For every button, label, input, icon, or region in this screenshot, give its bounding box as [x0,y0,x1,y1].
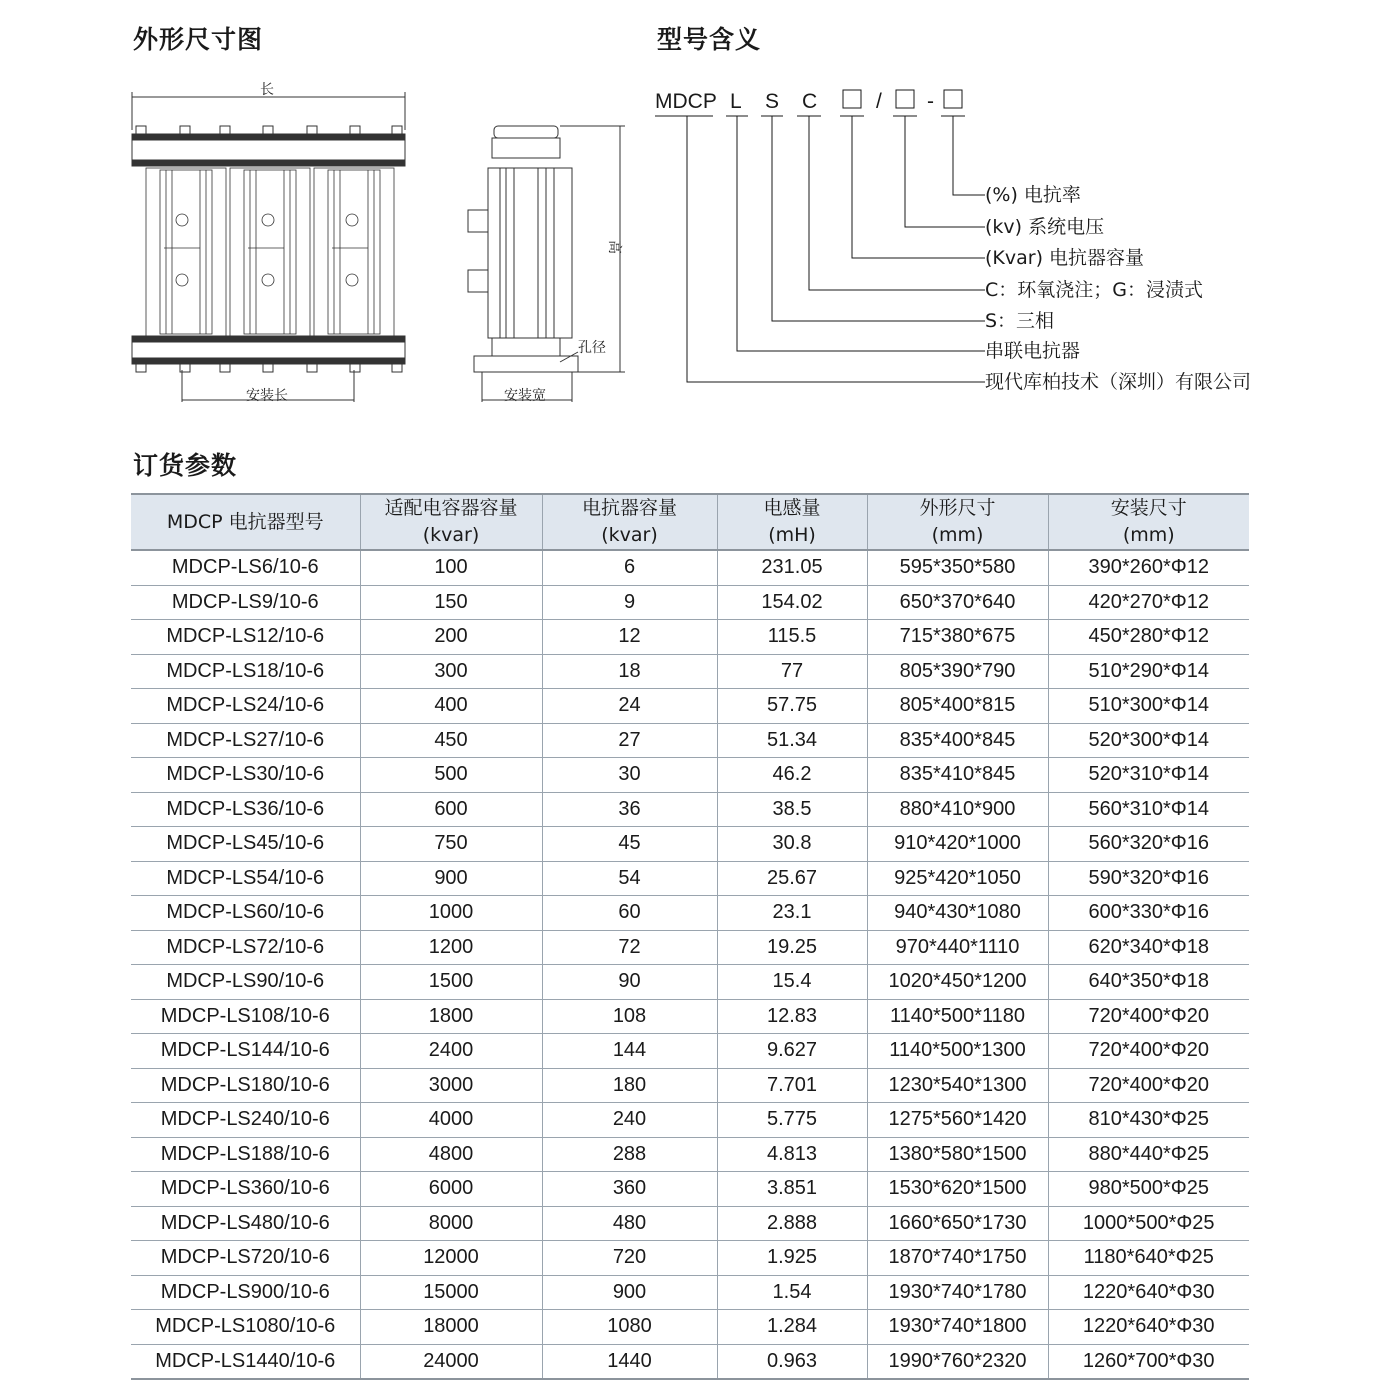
cell-outline-size: 835*400*845 [867,723,1048,758]
legend-manufacturer: 现代库柏技术（深圳）有限公司 [985,371,1252,393]
code-part-s: S [765,90,780,113]
cell-inductance: 25.67 [717,861,867,896]
outline-drawing [120,70,640,410]
cell-capacitor-capacity: 200 [360,620,542,655]
code-parts [655,90,962,113]
cell-install-size: 560*320*Φ16 [1048,827,1249,862]
cell-inductance: 1.925 [717,1241,867,1276]
legend-reactance-rate: (%) 电抗率 [985,184,1081,206]
cell-outline-size: 715*380*675 [867,620,1048,655]
table-row [131,1034,1249,1069]
front-view [132,82,405,404]
cell-install-size: 600*330*Φ16 [1048,896,1249,931]
cell-reactor-capacity: 12 [542,620,717,655]
side-view [468,126,625,404]
model-code-diagram [640,70,1300,410]
cell-outline-size: 1660*650*1730 [867,1206,1048,1241]
cell-reactor-capacity: 24 [542,689,717,724]
cell-outline-size: 1275*560*1420 [867,1103,1048,1138]
length-label: 长 [260,82,274,98]
table-body [131,550,1249,1379]
cell-inductance: 1.284 [717,1310,867,1345]
cell-model: MDCP-LS45/10-6 [131,827,360,862]
cell-reactor-capacity: 6 [542,550,717,585]
cell-reactor-capacity: 54 [542,861,717,896]
code-part-c: C [802,90,818,113]
cell-install-size: 1220*640*Φ30 [1048,1275,1249,1310]
cell-model: MDCP-LS1080/10-6 [131,1310,360,1345]
cell-capacitor-capacity: 24000 [360,1344,542,1379]
cell-inductance: 5.775 [717,1103,867,1138]
height-label: 高 [606,240,622,254]
cell-install-size: 720*400*Φ20 [1048,999,1249,1034]
cell-capacitor-capacity: 4800 [360,1137,542,1172]
cell-model: MDCP-LS90/10-6 [131,965,360,1000]
code-part-l: L [730,90,742,113]
cell-model: MDCP-LS60/10-6 [131,896,360,931]
table-row [131,620,1249,655]
cell-model: MDCP-LS188/10-6 [131,1137,360,1172]
cell-capacitor-capacity: 15000 [360,1275,542,1310]
cell-capacitor-capacity: 18000 [360,1310,542,1345]
cell-install-size: 560*310*Φ14 [1048,792,1249,827]
cell-inductance: 46.2 [717,758,867,793]
cell-model: MDCP-LS1440/10-6 [131,1344,360,1379]
cell-reactor-capacity: 480 [542,1206,717,1241]
cell-capacitor-capacity: 1500 [360,965,542,1000]
cell-reactor-capacity: 60 [542,896,717,931]
cell-reactor-capacity: 360 [542,1172,717,1207]
cell-reactor-capacity: 9 [542,585,717,620]
cell-model: MDCP-LS720/10-6 [131,1241,360,1276]
cell-install-size: 1000*500*Φ25 [1048,1206,1249,1241]
cell-install-size: 1220*640*Φ30 [1048,1310,1249,1345]
cell-inductance: 7.701 [717,1068,867,1103]
cell-outline-size: 650*370*640 [867,585,1048,620]
cell-outline-size: 805*390*790 [867,654,1048,689]
cell-outline-size: 1380*580*1500 [867,1137,1048,1172]
cell-install-size: 720*400*Φ20 [1048,1034,1249,1069]
cell-model: MDCP-LS480/10-6 [131,1206,360,1241]
cell-reactor-capacity: 144 [542,1034,717,1069]
placeholder-box-capacity [843,90,861,108]
cell-outline-size: 970*440*1110 [867,930,1048,965]
cell-install-size: 1180*640*Φ25 [1048,1241,1249,1276]
code-legend [985,184,1251,393]
cell-outline-size: 595*350*580 [867,550,1048,585]
header-reactor-capacity: 电抗器容量 (kvar) [542,494,717,550]
cell-outline-size: 1230*540*1300 [867,1068,1048,1103]
code-leader-lines [655,116,985,382]
cell-model: MDCP-LS180/10-6 [131,1068,360,1103]
hole-label: 孔径 [578,340,606,356]
cell-inductance: 12.83 [717,999,867,1034]
cell-inductance: 4.813 [717,1137,867,1172]
cell-reactor-capacity: 36 [542,792,717,827]
table-row [131,654,1249,689]
cell-install-size: 520*300*Φ14 [1048,723,1249,758]
cell-capacitor-capacity: 500 [360,758,542,793]
cell-install-size: 880*440*Φ25 [1048,1137,1249,1172]
cell-inductance: 19.25 [717,930,867,965]
table-row [131,1137,1249,1172]
cell-inductance: 77 [717,654,867,689]
cell-install-size: 450*280*Φ12 [1048,620,1249,655]
cell-capacitor-capacity: 3000 [360,1068,542,1103]
cell-capacitor-capacity: 750 [360,827,542,862]
cell-reactor-capacity: 72 [542,930,717,965]
cell-reactor-capacity: 900 [542,1275,717,1310]
table-row [131,723,1249,758]
cell-model: MDCP-LS6/10-6 [131,550,360,585]
cell-capacitor-capacity: 4000 [360,1103,542,1138]
table-row [131,550,1249,585]
legend-insulation-type: C：环氧浇注；G：浸渍式 [985,279,1203,301]
cell-outline-size: 925*420*1050 [867,861,1048,896]
cell-model: MDCP-LS9/10-6 [131,585,360,620]
cell-reactor-capacity: 45 [542,827,717,862]
cell-capacitor-capacity: 600 [360,792,542,827]
table-row [131,689,1249,724]
cell-install-size: 520*310*Φ14 [1048,758,1249,793]
cell-install-size: 390*260*Φ12 [1048,550,1249,585]
cell-inductance: 1.54 [717,1275,867,1310]
cell-reactor-capacity: 30 [542,758,717,793]
cell-model: MDCP-LS54/10-6 [131,861,360,896]
cell-inductance: 30.8 [717,827,867,862]
cell-inductance: 23.1 [717,896,867,931]
cell-outline-size: 1140*500*1180 [867,999,1048,1034]
cell-model: MDCP-LS240/10-6 [131,1103,360,1138]
cell-inductance: 38.5 [717,792,867,827]
cell-install-size: 810*430*Φ25 [1048,1103,1249,1138]
cell-reactor-capacity: 288 [542,1137,717,1172]
table-row [131,758,1249,793]
placeholder-box-voltage [896,90,914,108]
cell-capacitor-capacity: 900 [360,861,542,896]
table-header-row [131,494,1249,550]
legend-three-phase: S：三相 [985,310,1055,332]
cell-model: MDCP-LS12/10-6 [131,620,360,655]
header-install-size: 安装尺寸 (mm) [1048,494,1249,550]
cell-model: MDCP-LS30/10-6 [131,758,360,793]
cell-install-size: 510*300*Φ14 [1048,689,1249,724]
table-row [131,930,1249,965]
cell-model: MDCP-LS36/10-6 [131,792,360,827]
code-part-mdcp: MDCP [655,90,717,113]
cell-model: MDCP-LS18/10-6 [131,654,360,689]
table-row [131,585,1249,620]
cell-capacitor-capacity: 100 [360,550,542,585]
table-row [131,1206,1249,1241]
cell-inductance: 2.888 [717,1206,867,1241]
header-inductance: 电感量 (mH) [717,494,867,550]
table-row [131,1103,1249,1138]
cell-outline-size: 805*400*815 [867,689,1048,724]
cell-model: MDCP-LS360/10-6 [131,1172,360,1207]
table-row [131,1344,1249,1379]
cell-capacitor-capacity: 6000 [360,1172,542,1207]
cell-outline-size: 835*410*845 [867,758,1048,793]
cell-model: MDCP-LS27/10-6 [131,723,360,758]
order-params-heading: 订货参数 [133,451,238,480]
table-row [131,1068,1249,1103]
table-row [131,792,1249,827]
cell-inductance: 9.627 [717,1034,867,1069]
cell-inductance: 57.75 [717,689,867,724]
table-row [131,1310,1249,1345]
cell-capacitor-capacity: 8000 [360,1206,542,1241]
table-row [131,827,1249,862]
cell-reactor-capacity: 180 [542,1068,717,1103]
cell-reactor-capacity: 720 [542,1241,717,1276]
cell-install-size: 510*290*Φ14 [1048,654,1249,689]
table-row [131,1275,1249,1310]
header-capacitor-capacity: 适配电容器容量 (kvar) [360,494,542,550]
header-outline-size: 外形尺寸 (mm) [867,494,1048,550]
install-width-label: 安装宽 [504,388,546,404]
cell-reactor-capacity: 108 [542,999,717,1034]
cell-install-size: 620*340*Φ18 [1048,930,1249,965]
cell-outline-size: 1530*620*1500 [867,1172,1048,1207]
cell-model: MDCP-LS144/10-6 [131,1034,360,1069]
table-row [131,896,1249,931]
code-part-dash: - [927,90,934,113]
cell-reactor-capacity: 90 [542,965,717,1000]
dimension-drawing-heading: 外形尺寸图 [133,25,264,54]
cell-capacitor-capacity: 1800 [360,999,542,1034]
cell-model: MDCP-LS72/10-6 [131,930,360,965]
legend-system-voltage: (kv) 系统电压 [985,216,1105,238]
legend-series-reactor: 串联电抗器 [985,340,1081,362]
cell-outline-size: 1870*740*1750 [867,1241,1048,1276]
cell-install-size: 420*270*Φ12 [1048,585,1249,620]
cell-capacitor-capacity: 1000 [360,896,542,931]
cell-reactor-capacity: 18 [542,654,717,689]
table-row [131,965,1249,1000]
cell-reactor-capacity: 1080 [542,1310,717,1345]
cell-outline-size: 1990*760*2320 [867,1344,1048,1379]
cell-install-size: 1260*700*Φ30 [1048,1344,1249,1379]
cell-outline-size: 940*430*1080 [867,896,1048,931]
cell-model: MDCP-LS900/10-6 [131,1275,360,1310]
placeholder-box-reactance [944,90,962,108]
cell-install-size: 980*500*Φ25 [1048,1172,1249,1207]
header-model: MDCP 电抗器型号 [131,494,360,550]
cell-reactor-capacity: 27 [542,723,717,758]
model-meaning-heading: 型号含义 [657,25,762,54]
cell-inductance: 154.02 [717,585,867,620]
cell-capacitor-capacity: 450 [360,723,542,758]
cell-inductance: 51.34 [717,723,867,758]
cell-outline-size: 1930*740*1780 [867,1275,1048,1310]
cell-install-size: 590*320*Φ16 [1048,861,1249,896]
cell-inductance: 15.4 [717,965,867,1000]
cell-outline-size: 910*420*1000 [867,827,1048,862]
cell-capacitor-capacity: 2400 [360,1034,542,1069]
cell-outline-size: 1930*740*1800 [867,1310,1048,1345]
cell-outline-size: 1020*450*1200 [867,965,1048,1000]
cell-capacitor-capacity: 1200 [360,930,542,965]
legend-reactor-capacity: (Kvar) 电抗器容量 [985,247,1145,269]
cell-capacitor-capacity: 400 [360,689,542,724]
cell-inductance: 231.05 [717,550,867,585]
cell-reactor-capacity: 240 [542,1103,717,1138]
table-row [131,1172,1249,1207]
cell-inductance: 3.851 [717,1172,867,1207]
cell-install-size: 640*350*Φ18 [1048,965,1249,1000]
cell-inductance: 115.5 [717,620,867,655]
cell-capacitor-capacity: 300 [360,654,542,689]
cell-model: MDCP-LS108/10-6 [131,999,360,1034]
cell-outline-size: 1140*500*1300 [867,1034,1048,1069]
cell-capacitor-capacity: 12000 [360,1241,542,1276]
table-row [131,861,1249,896]
code-part-slash: / [876,90,882,113]
install-length-label: 安装长 [246,388,288,404]
cell-inductance: 0.963 [717,1344,867,1379]
cell-capacitor-capacity: 150 [360,585,542,620]
order-params-table [131,493,1249,1380]
table-row [131,1241,1249,1276]
cell-outline-size: 880*410*900 [867,792,1048,827]
table-row [131,999,1249,1034]
cell-model: MDCP-LS24/10-6 [131,689,360,724]
cell-install-size: 720*400*Φ20 [1048,1068,1249,1103]
cell-reactor-capacity: 1440 [542,1344,717,1379]
